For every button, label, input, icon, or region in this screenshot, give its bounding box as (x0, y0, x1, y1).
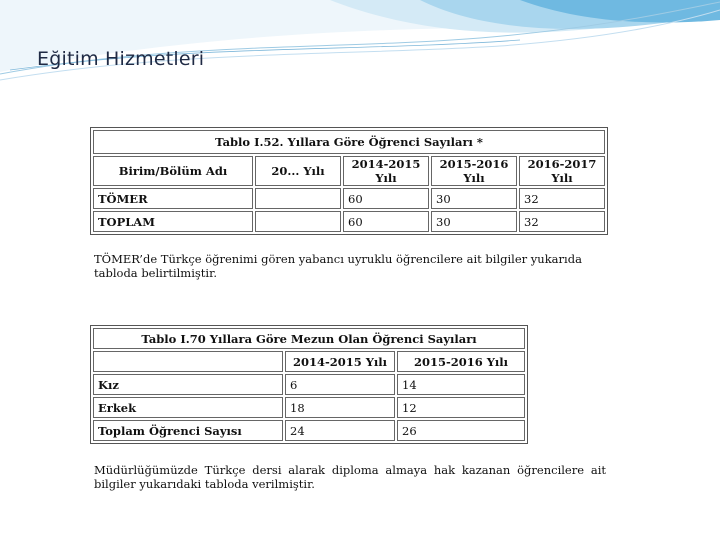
column-header: 20... Yılı (255, 156, 341, 186)
table-caption: Tablo I.70 Yıllara Göre Mezun Olan Öğrenci Sayıları (93, 328, 525, 349)
column-header: 2015-2016 Yılı (431, 156, 517, 186)
column-header: Birim/Bölüm Adı (93, 156, 253, 186)
table2-note: Müdürlüğümüzde Türkçe dersi alarak diploma almaya hak kazanan öğrencilere ait bilgiler yukarıdaki tabloda verilmiştir. (94, 463, 606, 491)
table-cell (255, 188, 341, 209)
slide-title: Eğitim Hizmetleri (37, 48, 205, 70)
column-header (93, 351, 283, 372)
table-cell: 60 (343, 188, 429, 209)
table-caption: Tablo I.52. Yıllara Göre Öğrenci Sayıları * (93, 130, 605, 154)
table-cell: 30 (431, 211, 517, 232)
table-cell: 26 (397, 420, 525, 441)
student-count-table (90, 127, 608, 235)
table-cell: 12 (397, 397, 525, 418)
row-label: Kız (93, 374, 283, 395)
column-header: 2014-2015 Yılı (343, 156, 429, 186)
table-cell: 32 (519, 211, 605, 232)
table-row (93, 397, 525, 418)
table-cell: 60 (343, 211, 429, 232)
table1-note: TÖMER’de Türkçe öğrenimi gören yabancı uyruklu öğrencilere ait bilgiler yukarıda tabloda belirtilmiştir. (94, 252, 582, 280)
table-cell: 18 (285, 397, 395, 418)
table-cell: 30 (431, 188, 517, 209)
column-header: 2016-2017 Yılı (519, 156, 605, 186)
table-cell: 6 (285, 374, 395, 395)
table-cell: 32 (519, 188, 605, 209)
table-row (93, 374, 525, 395)
table-row (93, 188, 605, 209)
row-label: Toplam Öğrenci Sayısı (93, 420, 283, 441)
row-label: TÖMER (93, 188, 253, 209)
row-label: Erkek (93, 397, 283, 418)
table-row (93, 211, 605, 232)
header-wave-decoration (0, 0, 720, 90)
row-label: TOPLAM (93, 211, 253, 232)
table-cell: 24 (285, 420, 395, 441)
graduate-count-table (90, 325, 528, 444)
table-cell (255, 211, 341, 232)
table-row (93, 420, 525, 441)
column-header: 2015-2016 Yılı (397, 351, 525, 372)
table-cell: 14 (397, 374, 525, 395)
column-header: 2014-2015 Yılı (285, 351, 395, 372)
